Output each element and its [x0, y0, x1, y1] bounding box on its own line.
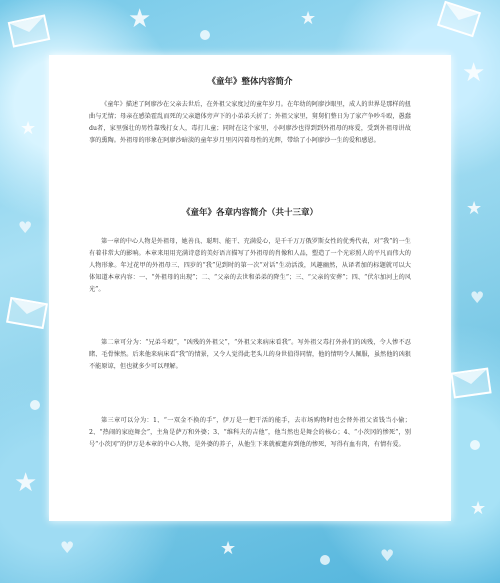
dot-decoration [320, 555, 330, 565]
envelope-decoration [450, 367, 491, 398]
star-icon: ★ [300, 8, 317, 29]
heart-icon: ♥ [380, 546, 395, 565]
star-icon: ★ [470, 498, 487, 519]
heart-icon: ♥ [470, 288, 485, 307]
section-title-overview: 《童年》整体内容简介 [207, 77, 293, 87]
envelope-decoration [8, 14, 51, 47]
dot-decoration [30, 400, 40, 410]
star-icon: ★ [462, 58, 486, 88]
chapter-paragraph-3: 第三章可以分为：1、“一双金不换的手”，伊万是一把干活的能手，去市场购物时也会替外祖父省钱当小偷；2、“热闹的家庭舞会”，主角是萨万和外婆；3、“维科夫的吉他”，他当然也是舞会的核心；4、“小茨冈的惨死”，别号“小茨冈”的伊万是本章的中心人物，是外婆的养子，从他生下来就被遗弃到他的惨死，写得有血有肉，有情有爱。 [89, 417, 411, 448]
envelope-decoration [437, 1, 481, 37]
star-icon: ★ [220, 538, 237, 559]
overview-paragraph: 《童年》描述了阿廖沙在父亲去世后，在外祖父家度过的童年岁月。在年幼的阿廖沙眼里，成人的世界是那样的扭曲与无情；母亲在感染霍乱而死的父亲遗体旁声下的小弟弟夭折了；外祖父家里，舅舅们整日为了家产争吵斗殴，愚蠢du者，家里强壮的男性靠残打女人，毒打儿童；同时在这个家里，小阿廖沙也得到到外祖母的疼爱，受到外祖母讲故事的熏陶。外祖母的形象在阿廖沙暗淡的童年岁月里闪闪着母性的光辉，带给了小阿廖沙一生的爱和感恩。 [89, 101, 411, 144]
star-icon: ★ [20, 118, 37, 139]
star-icon: ★ [466, 198, 483, 219]
star-icon: ★ [128, 4, 152, 34]
star-icon: ★ [14, 468, 38, 498]
section-title-chapters: 《童年》各章内容简介（共十三章） [181, 208, 318, 218]
dot-decoration [200, 30, 210, 40]
heart-icon: ♥ [18, 218, 33, 237]
chapter-paragraph-1: 第一章的中心人物是外祖母，她善良、聪明、能干、充满爱心，是千千万万俄罗斯女性的优秀代表，对“我”的一生有着非常大的影响。本章来用用充满诗意的美好语言描写了外祖母的肖像和人品，塑造了一个光彩照人的平凡而伟大的人物形象。年过花甲的外祖母三、四岁的“我”见到时的第一次“对话”生动活泼，风趣幽然，从译者加的标题就可以大体知道本章内容：一、“外祖母的出现”；二、“父亲的去世和弟弟的降生”；三、“父亲的安葬”；四、“伏尔加河上的风光”。 [89, 238, 411, 293]
heart-icon: ♥ [60, 538, 75, 557]
envelope-decoration [6, 297, 48, 329]
chapter-paragraph-2: 第二章可分为：“兄弟斗殴”，“凶残的外祖父”，“外祖父来病床看我”。写外祖父毒打外孙们的凶残，令人惨不忍睹、毛骨悚然。后来他来病床看“我”的情景，又令人觉得此老头儿的身世值得同情，他的情明令人佩服，虽然他的凶狠不能原谅，但也就多少可以理解。 [89, 339, 411, 370]
dot-decoration [470, 440, 480, 450]
document-page [49, 55, 451, 521]
